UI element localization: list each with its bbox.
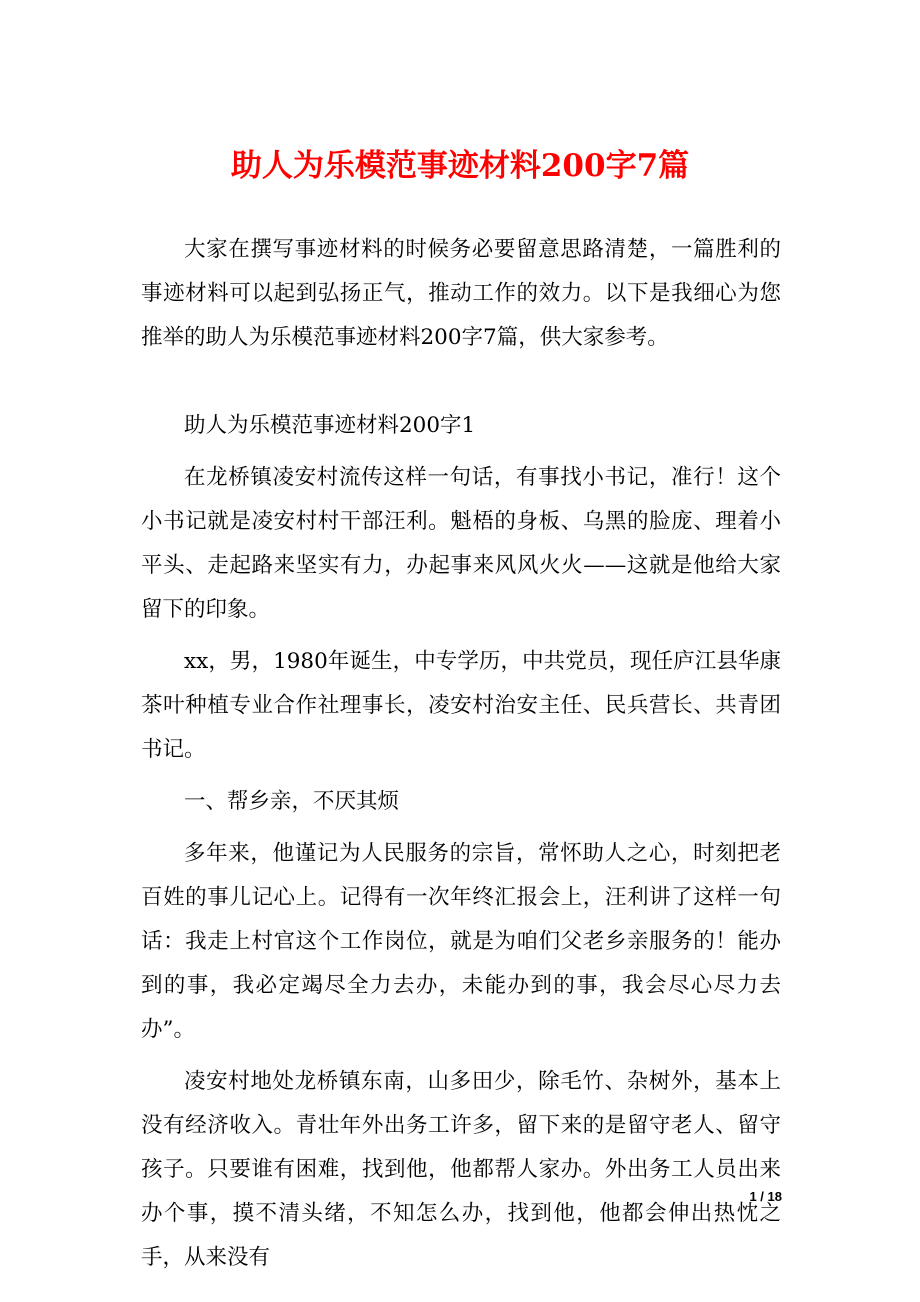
subsection-heading: 一、帮乡亲，不厌其烦 [184, 789, 400, 814]
section-heading: 助人为乐模范事迹材料200字1 [184, 413, 476, 438]
body-paragraph: xx，男，1980年诞生，中专学历，中共党员，现任庐江县华康茶叶种植专业合作社理事长，凌安村治安主任、民兵营长、共青团书记。 [141, 649, 781, 762]
document-body [141, 228, 781, 1288]
page-number: 1 / 18 [749, 1189, 782, 1204]
body-paragraph: 在龙桥镇凌安村流传这样一句话，有事找小书记，准行！这个小书记就是凌安村村干部汪利。魁梧的身板、乌黑的脸庞、理着小平头、走起路来坚实有力，办起事来风风火火——这就是他给大家留下的印象。 [141, 465, 781, 622]
document-title: 助人为乐模范事迹材料200字7篇 [230, 148, 690, 184]
body-paragraph: 多年来，他谨记为人民服务的宗旨，常怀助人之心，时刻把老百姓的事儿记心上。记得有一次年终汇报会上，汪利讲了这样一句话：我走上村官这个工作岗位，就是为咱们父老乡亲服务的！能办到的事，我必定竭尽全力去办，未能办到的事，我会尽心尽力去办”。 [141, 841, 781, 1042]
intro-paragraph: 大家在撰写事迹材料的时候务必要留意思路清楚，一篇胜利的事迹材料可以起到弘扬正气，推动工作的效力。以下是我细心为您推举的助人为乐模范事迹材料200字7篇，供大家参考。 [141, 237, 781, 350]
body-paragraph: 凌安村地处龙桥镇东南，山多田少，除毛竹、杂树外，基本上没有经济收入。青壮年外出务工许多，留下来的是留守老人、留守孩子。只要谁有困难，找到他，他都帮人家办。外出务工人员出来办个事，摸不清头绪，不知怎么办，找到他，他都会伸出热忱之手，从来没有 [141, 1069, 781, 1270]
